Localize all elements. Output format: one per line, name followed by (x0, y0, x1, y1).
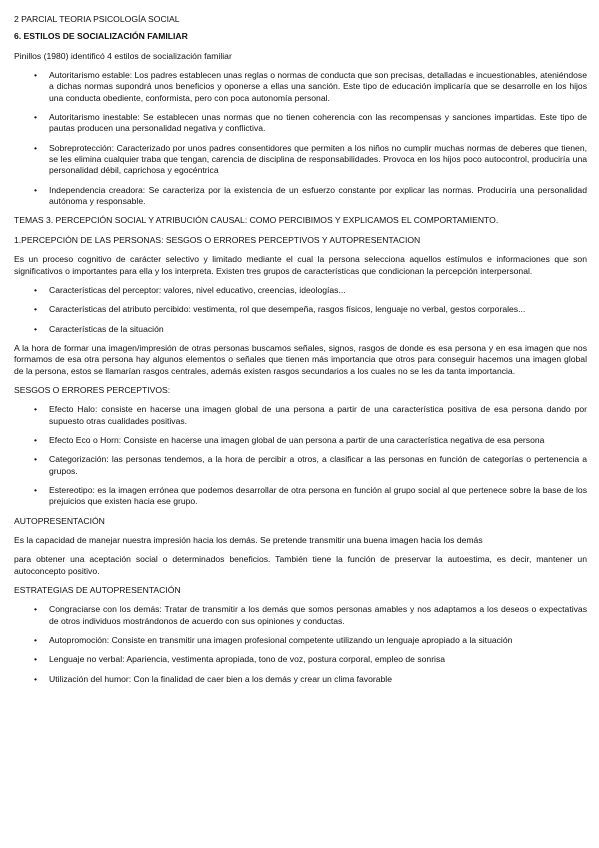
percepcion-paragraph: A la hora de formar una imagen/impresión de otras personas buscamos señales, signos, rasgos de donde es esa persona y en esa imagen que nos formamos de esa otra persona hay algunos elementos o señales que tienen más importancia que otros para conseguir hacemos una imagen global de la persona, estos se llamarían rasgos centrales, además existen rasgos secundarios a los cuales no se les da tanta importancia. (14, 342, 587, 376)
bullet-icon: • (34, 112, 38, 123)
section-title-estilos: 6. ESTILOS DE SOCIALIZACIÓN FAMILIAR (14, 31, 188, 42)
list-item: • Características de la situación (34, 323, 164, 334)
bullet-icon: • (34, 635, 38, 646)
section-title-autopresentacion: AUTOPRESENTACIÓN (14, 515, 105, 526)
list-item: • Efecto Halo: consiste en hacerse una imagen global de una persona a partir de una característica positiva de esa persona dando por supuesto otras cualidades positivas. (34, 404, 587, 426)
bullet-icon: • (34, 323, 38, 334)
bullet-icon: • (34, 604, 38, 615)
list-item: • Utilización del humor: Con la finalidad de caer bien a los demás y crear un clima favorable (34, 673, 392, 684)
section-title-estrategias: ESTRATEGIAS DE AUTOPRESENTACIÓN (14, 585, 181, 596)
estilos-intro: Pinillos (1980) identificó 4 estilos de socialización familiar (14, 50, 232, 61)
bullet-icon: • (34, 142, 38, 153)
list-item: • Autoritarismo inestable: Se establecen unas normas que no tienen coherencia con las recompensas y sanciones impartidas. Este tipo de pautas producen una personalidad negativa y conflictiva. (34, 112, 587, 134)
list-item: • Efecto Eco o Horn: Consiste en hacerse una imagen global de uan persona a partir de una característica negativa de esa persona (34, 434, 545, 445)
list-item: • Independencia creadora: Se caracteriza por la existencia de un esfuerzo constante por explicar las normas. Produciría una personalidad autónoma y responsable. (34, 184, 587, 207)
bullet-icon: • (34, 184, 38, 195)
autopresentacion-paragraph-2: para obtener una aceptación social o determinados beneficios. También tiene la función de preservar la autoestima, es decir, mantener un autoconcepto positivo. (14, 554, 587, 576)
list-item: • Autoritarismo estable: Los padres establecen unas reglas o normas de conducta que son precisas, detalladas e incuestionables, ateniéndose a dichas normas supondrá unos beneficios y oponerse a ellas una sanción. Este tipo de educación implicaría que se desarrolle en los hijos una conducta obediente, conformista, pero con poca autonomía personal. (34, 70, 587, 103)
estilos-list (14, 70, 587, 207)
section-title-percepcion: 1.PERCEPCIÓN DE LAS PERSONAS: SESGOS O ERRORES PERCEPTIVOS Y AUTOPRESENTACION (14, 234, 421, 245)
bullet-icon: • (34, 70, 38, 81)
bullet-icon: • (34, 654, 38, 665)
list-item: • Estereotipo: es la imagen errónea que podemos desarrollar de otra persona en función al grupo social al que pertenece sobre la base de los prejuicios que existen hacia ese grupo. (34, 484, 587, 507)
list-item: • Congraciarse con los demás: Tratar de transmitir a los demás que somos personas amables y nos adaptamos a los deseos o expectativas de otros individuos mostrándonos de acuerdo con sus opiniones y conductas. (34, 604, 587, 626)
bullet-icon: • (34, 454, 38, 465)
section-title-sesgos: SESGOS O ERRORES PERCEPTIVOS: (14, 384, 171, 395)
sesgos-list (14, 404, 587, 507)
list-item: • Sobreprotección: Caracterizado por unos padres consentidores que permiten a los niños no cumplir muchas normas de deberes que tienen, se les elimina cualquier traba que tengan, carencia de disciplina de responsabilidades. Provoca en los hijos poco autocontrol, produciría una personalidad débil, caprichosa y egocéntrica (34, 142, 587, 176)
percepcion-intro: Es un proceso cognitivo de carácter selectivo y limitado mediante el cual la persona selecciona aquellos estímulos e informaciones que son significativos o importantes para ella y los interpreta. Existen tres grupos de características que condicionan la percepción interpersonal. (14, 254, 587, 276)
list-item: • Características del atributo percibido: vestimenta, rol que desempeña, rasgos físicos, lenguaje no verbal, gestos corporales... (34, 304, 526, 315)
document-heading: 2 PARCIAL TEORIA PSICOLOGÍA SOCIAL (14, 14, 180, 24)
list-item: • Autopromoción: Consiste en transmitir una imagen profesional competente utilizando un lenguaje apropiado a la situación (34, 635, 513, 646)
bullet-icon: • (34, 284, 38, 295)
bullet-icon: • (34, 404, 38, 415)
bullet-icon: • (34, 434, 38, 445)
list-item: • Lenguaje no verbal: Apariencia, vestimenta apropiada, tono de voz, postura corporal, empleo de sonrisa (34, 654, 446, 665)
list-item: • Categorización: las personas tendemos, a la hora de percibir a otros, a clasificar a las personas en función de categorías o pertenencia a grupos. (34, 454, 587, 476)
bullet-icon: • (34, 304, 38, 315)
bullet-icon: • (34, 673, 38, 684)
section-title-tema3: TEMAS 3. PERCEPCIÓN SOCIAL Y ATRIBUCIÓN CAUSAL: COMO PERCIBIMOS Y EXPLICAMOS EL COMPORTAMIENTO. (14, 215, 499, 226)
autopresentacion-paragraph-1: Es la capacidad de manejar nuestra impresión hacia los demás. Se pretende transmitir una buena imagen hacia los demás (14, 535, 483, 545)
bullet-icon: • (34, 484, 38, 495)
list-item: • Características del perceptor: valores, nivel educativo, creencias, ideologías... (34, 284, 346, 295)
estrategias-list (14, 604, 587, 685)
percepcion-list (14, 285, 587, 335)
